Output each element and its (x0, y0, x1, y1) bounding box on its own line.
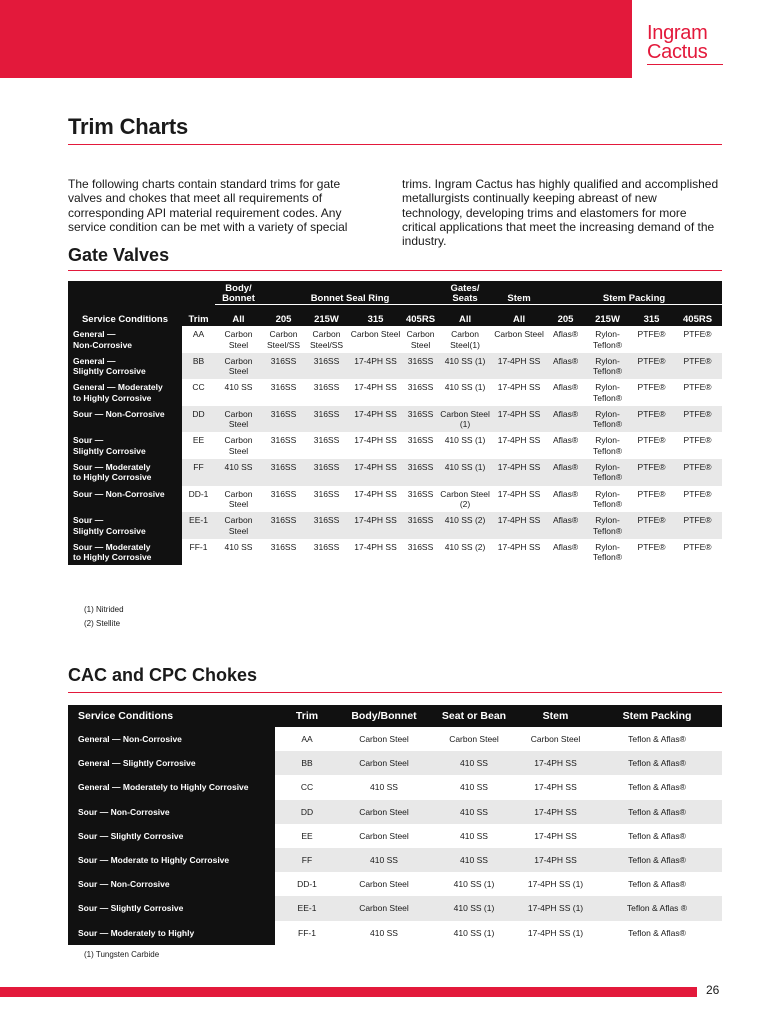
table-cell: 17-4PH SS (519, 800, 592, 824)
table-cell: Carbon Steel (215, 512, 262, 539)
table-cell: Rylon- Teflon® (585, 353, 630, 380)
choke-header-stem-packing: Stem Packing (592, 705, 722, 727)
table-cell: Aflas® (546, 459, 585, 486)
service-condition-cell: Sour — Slightly Corrosive (68, 432, 182, 459)
table-cell: DD-1 (297, 879, 317, 890)
table-cell: 316SS (313, 435, 340, 446)
table-cell: Teflon & Aflas® (628, 830, 686, 841)
table-cell: PTFE® (673, 406, 722, 433)
table-cell: 17-4PH SS (1) (519, 896, 592, 920)
table-cell: 17-4PH SS (497, 541, 541, 552)
table-cell: Carbon Steel (339, 896, 429, 920)
table-cell: 316SS (262, 353, 305, 380)
header-spacer (630, 305, 673, 314)
table-cell: EE (301, 830, 313, 841)
service-condition-cell: Sour — Non-Corrosive (68, 800, 275, 824)
header-trim: Trim (182, 313, 215, 326)
service-condition-cell: General — Slightly Corrosive (68, 751, 275, 775)
service-condition-cell: Sour — Moderately to Highly Corrosive (68, 539, 182, 566)
table-cell: 316SS (270, 382, 297, 393)
header-gates-seats: Gates/ Seats (438, 281, 492, 305)
header-bsr-315: 315 (348, 313, 403, 326)
table-cell: FF-1 (189, 541, 208, 552)
table-cell: DD-1 (188, 488, 209, 499)
page-title: Trim Charts (68, 114, 189, 139)
footnote-1: (1) Nitrided (84, 605, 124, 614)
table-cell: Carbon Steel (215, 353, 262, 380)
table-cell: 17-4PH SS (492, 353, 546, 380)
table-cell: PTFE® (630, 353, 673, 380)
chokes-header-row (68, 705, 722, 727)
table-cell: Teflon & Aflas® (592, 848, 722, 872)
table-cell: 410 SS (1) (429, 896, 519, 920)
service-condition-cell: General — Non-Corrosive (68, 727, 275, 751)
table-cell: Carbon Steel (449, 734, 499, 745)
service-condition-cell: Sour — Non-Corrosive (68, 406, 182, 433)
header-gates-all: All (438, 313, 492, 326)
table-cell: PTFE® (637, 488, 666, 499)
table-cell: PTFE® (683, 329, 712, 339)
table-cell: Aflas® (546, 512, 585, 539)
table-row (68, 848, 722, 872)
table-cell: 17-4PH SS (497, 488, 541, 499)
logo-line-2: Cactus (647, 41, 708, 63)
table-row (68, 872, 722, 896)
table-cell: 410 SS (2) (444, 541, 486, 552)
header-sp-405rs: 405RS (673, 313, 722, 326)
table-cell: Aflas® (552, 541, 579, 552)
table-cell: 410 SS (339, 848, 429, 872)
table-row (68, 539, 722, 566)
table-cell: PTFE® (630, 406, 673, 433)
header-red-bar (0, 0, 632, 78)
table-cell: PTFE® (673, 353, 722, 380)
header-spacer (492, 305, 546, 314)
gate-valves-header (68, 281, 722, 326)
header-spacer (348, 305, 403, 314)
table-cell: Carbon Steel (359, 879, 409, 890)
table-cell: 17-4PH SS (348, 406, 403, 433)
table-cell: Teflon & Aflas® (628, 927, 686, 938)
header-bsr-405rs: 405RS (403, 313, 438, 326)
table-cell: Aflas® (552, 329, 579, 339)
table-cell: Carbon Steel (359, 830, 409, 841)
choke-header-service: Service Conditions (68, 705, 275, 727)
gate-valves-rule (68, 270, 722, 271)
service-condition-cell: General — Moderately to Highly Corrosive (68, 775, 275, 799)
table-row (68, 775, 722, 799)
table-row (68, 921, 722, 945)
table-cell: Aflas® (552, 488, 579, 499)
intro-column-1: The following charts contain standard trims for gate valves and chokes that meet all requirements of corresponding API material requirement codes. Any service condition can be met with a variety of special (68, 177, 348, 234)
choke-header-stem: Stem (519, 705, 592, 727)
service-condition-cell: General — Non-Corrosive (68, 326, 182, 353)
table-cell: 316SS (407, 488, 434, 499)
table-cell: 17-4PH SS (1) (527, 879, 584, 890)
header-blank (182, 281, 215, 305)
service-condition-cell: Sour — Non-Corrosive (68, 486, 182, 513)
service-condition-cell: Sour — Non-Corrosive (68, 872, 275, 896)
service-condition-cell: General — Moderately to Highly Corrosive (68, 379, 182, 406)
table-cell: BB (275, 751, 339, 775)
header-spacer (438, 305, 492, 314)
table-cell: 316SS (313, 541, 340, 552)
service-condition-cell: Sour — Slightly Corrosive (68, 824, 275, 848)
page-number: 26 (706, 983, 720, 997)
table-cell: 410 SS (2) (438, 512, 492, 539)
table-cell: 316SS (407, 541, 434, 552)
table-cell: Rylon- Teflon® (593, 435, 622, 456)
table-cell: 410 SS (215, 459, 262, 486)
header-blank (68, 281, 182, 305)
table-cell: 17-4PH SS (354, 541, 397, 552)
header-spacer (546, 305, 585, 314)
table-cell: EE (192, 435, 205, 446)
table-cell: 17-4PH SS (1) (527, 927, 584, 938)
table-row (68, 800, 722, 824)
table-cell: Rylon- Teflon® (593, 541, 622, 563)
table-cell: 316SS (270, 541, 297, 552)
table-cell: 316SS (403, 406, 438, 433)
table-row (68, 727, 722, 751)
table-cell: 17-4PH SS (348, 512, 403, 539)
table-cell: Carbon Steel (530, 734, 581, 745)
table-cell: 410 SS (1) (444, 382, 486, 393)
table-cell: 17-4PH SS (492, 512, 546, 539)
table-cell: 410 SS (1) (453, 927, 495, 938)
header-spacer (403, 305, 438, 314)
chokes-table (68, 705, 722, 945)
table-cell: 410 SS (370, 782, 398, 793)
table-cell: Carbon Steel (2) (440, 488, 490, 510)
table-cell: PTFE® (637, 382, 666, 393)
table-cell: Carbon Steel (339, 751, 429, 775)
header-spacer (182, 305, 215, 314)
table-cell: 316SS (407, 435, 434, 446)
intro-column-2: trims. Ingram Cactus has highly qualified and accomplished metallurgists continually keeping abreast of new technology, developing trims and elastomers for more critical applications that meet the increasing demand of the industry. (402, 177, 719, 249)
table-cell: Carbon Steel(1) (450, 329, 480, 350)
table-cell: 316SS (305, 459, 348, 486)
header-stem-all: All (492, 313, 546, 326)
header-stem: Stem (492, 281, 546, 305)
table-cell: 316SS (407, 382, 434, 393)
table-cell: 410 SS (1) (444, 435, 486, 446)
table-cell: PTFE® (673, 512, 722, 539)
logo-line-1: Ingram (647, 22, 708, 44)
table-cell: Carbon Steel/SS (266, 329, 301, 350)
table-cell: 410 SS (1) (438, 353, 492, 380)
table-cell: DD (275, 800, 339, 824)
header-spacer (68, 305, 182, 314)
gate-valves-rows (68, 326, 722, 565)
header-spacer (673, 305, 722, 314)
choke-footnote-1: (1) Tungsten Carbide (84, 950, 160, 959)
footer-red-bar (0, 987, 697, 997)
table-cell: Carbon Steel/SS (309, 329, 344, 350)
table-cell: AA (192, 329, 205, 339)
gate-footnotes (84, 603, 124, 631)
table-cell: Teflon & Aflas® (592, 751, 722, 775)
table-cell: Teflon & Aflas® (628, 879, 686, 890)
table-cell: FF (182, 459, 215, 486)
table-cell: AA (301, 734, 313, 745)
table-cell: 17-4PH SS (497, 382, 541, 393)
table-cell: 17-4PH SS (519, 848, 592, 872)
table-cell: Carbon Steel (406, 329, 435, 350)
table-cell: PTFE® (637, 435, 666, 446)
table-cell: PTFE® (637, 329, 666, 339)
table-cell: 410 SS (460, 830, 488, 841)
table-cell: 410 SS (224, 382, 253, 393)
table-cell: 410 SS (429, 800, 519, 824)
table-row (68, 353, 722, 380)
table-cell: Rylon- Teflon® (585, 512, 630, 539)
table-cell: 316SS (313, 382, 340, 393)
service-condition-cell: Sour — Moderate to Highly Corrosive (68, 848, 275, 872)
choke-header-seat-bean: Seat or Bean (429, 705, 519, 727)
table-cell: 17-4PH SS (354, 382, 397, 393)
header-bonnet-seal-ring: Bonnet Seal Ring (262, 281, 438, 305)
table-cell: Aflas® (552, 435, 579, 446)
table-cell: PTFE® (630, 512, 673, 539)
table-cell: Rylon- Teflon® (593, 329, 622, 350)
table-cell: 17-4PH SS (492, 459, 546, 486)
header-sp-215w: 215W (585, 313, 630, 326)
table-cell: 316SS (305, 353, 348, 380)
header-stem-packing: Stem Packing (546, 281, 722, 305)
table-cell: Carbon Steel (224, 488, 253, 510)
table-cell: Rylon- Teflon® (593, 488, 622, 510)
service-condition-cell: Sour — Moderately to Highly (68, 921, 275, 945)
table-cell: PTFE® (683, 382, 712, 393)
table-cell: PTFE® (683, 488, 712, 499)
table-row (68, 751, 722, 775)
header-bsr-215w: 215W (305, 313, 348, 326)
header-body-all: All (215, 313, 262, 326)
table-cell: FF-1 (298, 927, 316, 938)
header-bsr-205: 205 (262, 313, 305, 326)
table-cell: Carbon Steel (215, 406, 262, 433)
table-row (68, 486, 722, 513)
table-cell: 17-4PH SS (354, 488, 397, 499)
table-cell: 316SS (262, 459, 305, 486)
table-cell: EE-1 (275, 896, 339, 920)
gate-valves-heading: Gate Valves (68, 245, 170, 265)
table-cell: 316SS (305, 512, 348, 539)
table-row (68, 432, 722, 459)
table-cell: 17-4PH SS (354, 435, 397, 446)
table-cell: 316SS (270, 488, 297, 499)
choke-header-trim: Trim (275, 705, 339, 727)
table-cell: FF (275, 848, 339, 872)
table-cell: 410 SS (429, 848, 519, 872)
chokes-rows (68, 727, 722, 945)
table-cell: Rylon- Teflon® (585, 459, 630, 486)
table-cell: EE-1 (182, 512, 215, 539)
table-cell: Carbon Steel (359, 734, 409, 745)
table-cell: PTFE® (683, 541, 712, 552)
table-cell: Teflon & Aflas® (592, 800, 722, 824)
service-condition-cell: Sour — Moderately to Highly Corrosive (68, 459, 182, 486)
table-cell: 316SS (403, 459, 438, 486)
table-cell: 17-4PH SS (519, 751, 592, 775)
table-cell: 410 SS (1) (438, 459, 492, 486)
table-cell: 316SS (313, 488, 340, 499)
table-cell: Rylon- Teflon® (593, 382, 622, 403)
table-row (68, 459, 722, 486)
table-cell: PTFE® (637, 541, 666, 552)
header-sp-205: 205 (546, 313, 585, 326)
table-cell: Teflon & Aflas® (628, 734, 686, 745)
table-cell: 17-4PH SS (348, 353, 403, 380)
table-cell: PTFE® (683, 435, 712, 446)
table-cell: Carbon Steel (494, 329, 544, 339)
service-condition-cell: Sour — Slightly Corrosive (68, 896, 275, 920)
table-cell: BB (182, 353, 215, 380)
table-cell: Teflon & Aflas ® (592, 896, 722, 920)
table-row (68, 824, 722, 848)
table-cell: Carbon Steel (350, 329, 401, 339)
header-spacer (305, 305, 348, 314)
table-cell: Carbon Steel (1) (438, 406, 492, 433)
table-cell: CC (192, 382, 205, 393)
table-row (68, 326, 722, 353)
footnote-2: (2) Stellite (84, 619, 121, 628)
table-cell: 316SS (403, 353, 438, 380)
chokes-heading: CAC and CPC Chokes (68, 665, 258, 685)
logo-underline (647, 64, 723, 65)
service-condition-cell: Sour — Slightly Corrosive (68, 512, 182, 539)
table-cell: 17-4PH SS (534, 782, 577, 793)
table-cell: 410 SS (224, 541, 253, 552)
table-row (68, 406, 722, 433)
table-cell: 17-4PH SS (492, 406, 546, 433)
table-cell: 17-4PH SS (534, 830, 577, 841)
table-row (68, 896, 722, 920)
table-cell: PTFE® (673, 459, 722, 486)
table-cell: 410 SS (1) (453, 879, 495, 890)
header-spacer (585, 305, 630, 314)
table-cell: 17-4PH SS (348, 459, 403, 486)
table-cell: Carbon Steel (224, 435, 253, 456)
table-cell: 410 SS (429, 751, 519, 775)
header-body-bonnet: Body/ Bonnet (215, 281, 262, 305)
table-cell: CC (300, 782, 314, 793)
table-cell: 17-4PH SS (497, 435, 541, 446)
header-spacer (215, 305, 262, 314)
service-condition-cell: General — Slightly Corrosive (68, 353, 182, 380)
table-cell: 316SS (270, 435, 297, 446)
table-cell: 410 SS (460, 782, 488, 793)
ingram-cactus-logo (647, 24, 723, 65)
table-cell: 316SS (262, 406, 305, 433)
choke-header-body-bonnet: Body/Bonnet (339, 705, 429, 727)
table-cell: Aflas® (552, 382, 579, 393)
table-cell: Aflas® (546, 353, 585, 380)
table-cell: DD (182, 406, 215, 433)
title-rule (68, 144, 722, 145)
table-cell: Aflas® (546, 406, 585, 433)
table-cell: 316SS (262, 512, 305, 539)
table-cell: Rylon- Teflon® (585, 406, 630, 433)
table-cell: 316SS (403, 512, 438, 539)
table-row (68, 512, 722, 539)
table-cell: Carbon Steel (224, 329, 253, 350)
header-sp-315: 315 (630, 313, 673, 326)
header-spacer (262, 305, 305, 314)
table-cell: Carbon Steel (339, 800, 429, 824)
table-row (68, 379, 722, 406)
chokes-rule (68, 692, 722, 693)
header-service-conditions: Service Conditions (68, 313, 182, 326)
table-cell: 410 SS (370, 927, 398, 938)
table-cell: PTFE® (630, 459, 673, 486)
table-cell: Teflon & Aflas® (628, 782, 686, 793)
table-cell: 316SS (305, 406, 348, 433)
gate-valves-table (68, 281, 722, 565)
